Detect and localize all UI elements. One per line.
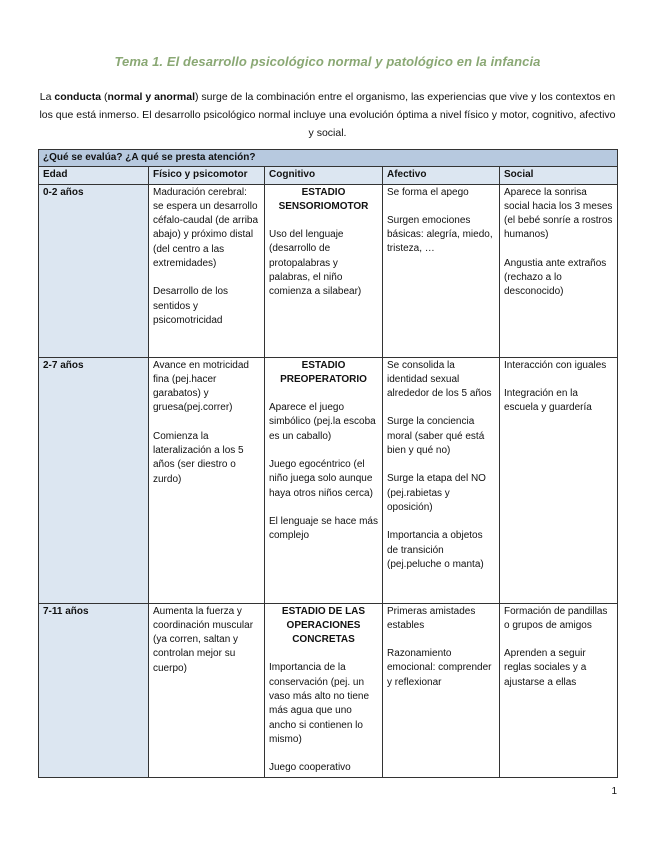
- cell-paragraph: Maduración cerebral: se espera un desarrollo céfalo-caudal (de arriba abajo) y próximo distal (del centro a las extremidades): [153, 186, 259, 270]
- stage-heading: ESTADIO SENSORIOMOTOR: [278, 186, 369, 212]
- cell-paragraph: Se consolida la identidad sexual alrededor de los 5 años: [387, 359, 492, 400]
- intro-bold-term: normal y anormal: [107, 91, 195, 103]
- development-table: [38, 149, 618, 778]
- age-cell: 7-11 años: [39, 603, 149, 777]
- table-row: [39, 357, 618, 603]
- fisico-cell: [149, 603, 265, 777]
- stage-heading: ESTADIO DE LAS OPERACIONES CONCRETAS: [281, 605, 366, 646]
- cell-paragraph: Aparece la sonrisa social hacia los 3 meses (el bebé sonríe a rostros humanos): [504, 186, 613, 241]
- cell-paragraph: Integración en la escuela y guardería: [504, 387, 592, 414]
- cell-paragraph: Surge la conciencia moral (saber qué está bien y qué no): [387, 416, 485, 457]
- column-header-edad: Edad: [39, 167, 149, 184]
- intro-text: ) surge de la combinación entre el organismo, las experiencias que vive y los contextos en los que está inmerso. El desarrollo psicológico normal incluye una evolución óptima a nivel físico y motor, cognitivo, afectivo y social.: [39, 91, 616, 139]
- column-header-cognitivo: Cognitivo: [265, 167, 383, 184]
- column-header-social: Social: [500, 167, 618, 184]
- social-cell: [500, 184, 618, 357]
- age-cell: 2-7 años: [39, 357, 149, 603]
- cell-paragraph: Se forma el apego: [387, 186, 469, 198]
- cell-paragraph: Angustia ante extraños (rechazo a lo desconocido): [504, 257, 607, 298]
- cell-paragraph: Comienza la lateralización a los 5 años (ser diestro o zurdo): [153, 430, 244, 485]
- cell-paragraph: Uso del lenguaje (desarrollo de protopalabras y palabras, el niño comienza a silabear): [269, 229, 362, 298]
- cell-paragraph: Formación de pandillas o grupos de amigos: [504, 605, 608, 631]
- cell-paragraph: Razonamiento emocional: comprender y reflexionar: [387, 648, 492, 688]
- table-top-header: ¿Qué se evalúa? ¿A qué se presta atención?: [39, 150, 618, 167]
- cell-paragraph: Importancia de la conservación (pej. un vaso más alto no tiene más agua que uno ancho si contienen lo mismo): [269, 662, 370, 745]
- fisico-cell: [149, 184, 265, 357]
- page-number: 1: [611, 786, 617, 797]
- cell-paragraph: Aprenden a seguir reglas sociales y a ajustarse a ellas: [504, 648, 587, 688]
- cell-paragraph: El lenguaje se hace más complejo: [269, 515, 378, 542]
- afectivo-cell: [383, 603, 500, 777]
- table-top-header-row: [39, 150, 618, 167]
- cell-paragraph: Aparece el juego simbólico (pej.la escoba es un caballo): [269, 402, 376, 442]
- intro-text: (: [101, 91, 108, 103]
- column-header-fisico: Físico y psicomotor: [149, 167, 265, 184]
- table-column-header-row: [39, 167, 618, 184]
- cognitivo-cell: [265, 184, 383, 357]
- cell-paragraph: Juego cooperativo: [269, 762, 351, 774]
- afectivo-cell: [383, 357, 500, 603]
- cell-paragraph: Surge la etapa del NO (pej.rabietas y oposición): [387, 473, 486, 513]
- table-row: [39, 184, 618, 357]
- page-title: Tema 1. El desarrollo psicológico normal y patológico en la infancia: [114, 54, 541, 69]
- table-row: [39, 603, 618, 777]
- cell-paragraph: Surgen emociones básicas: alegría, miedo, tristeza, …: [387, 214, 493, 255]
- cell-paragraph: Interacción con iguales: [504, 359, 607, 371]
- cell-paragraph: Desarrollo de los sentidos y psicomotricidad: [153, 286, 229, 326]
- social-cell: [500, 603, 618, 777]
- intro-bold-term: conducta: [54, 91, 102, 103]
- cell-paragraph: Aumenta la fuerza y coordinación muscular (ya corren, saltan y controlan mejor su cuerpo): [153, 605, 254, 674]
- column-header-afectivo: Afectivo: [383, 167, 500, 184]
- cell-paragraph: Avance en motricidad fina (pej.hacer garabatos) y gruesa(pej.correr): [153, 359, 249, 414]
- social-cell: [500, 357, 618, 603]
- cell-paragraph: Primeras amistades estables: [387, 605, 476, 631]
- afectivo-cell: [383, 184, 500, 357]
- intro-paragraph: [36, 88, 619, 142]
- cognitivo-cell: [265, 357, 383, 603]
- stage-heading: ESTADIO PREOPERATORIO: [280, 359, 367, 385]
- intro-text: La: [39, 91, 55, 103]
- cognitivo-cell: [265, 603, 383, 777]
- fisico-cell: [149, 357, 265, 603]
- cell-paragraph: Juego egocéntrico (el niño juega solo aunque haya otros niños cerca): [269, 459, 373, 499]
- age-cell: 0-2 años: [39, 184, 149, 357]
- cell-paragraph: Importancia a objetos de transición (pej.peluche o manta): [387, 530, 484, 570]
